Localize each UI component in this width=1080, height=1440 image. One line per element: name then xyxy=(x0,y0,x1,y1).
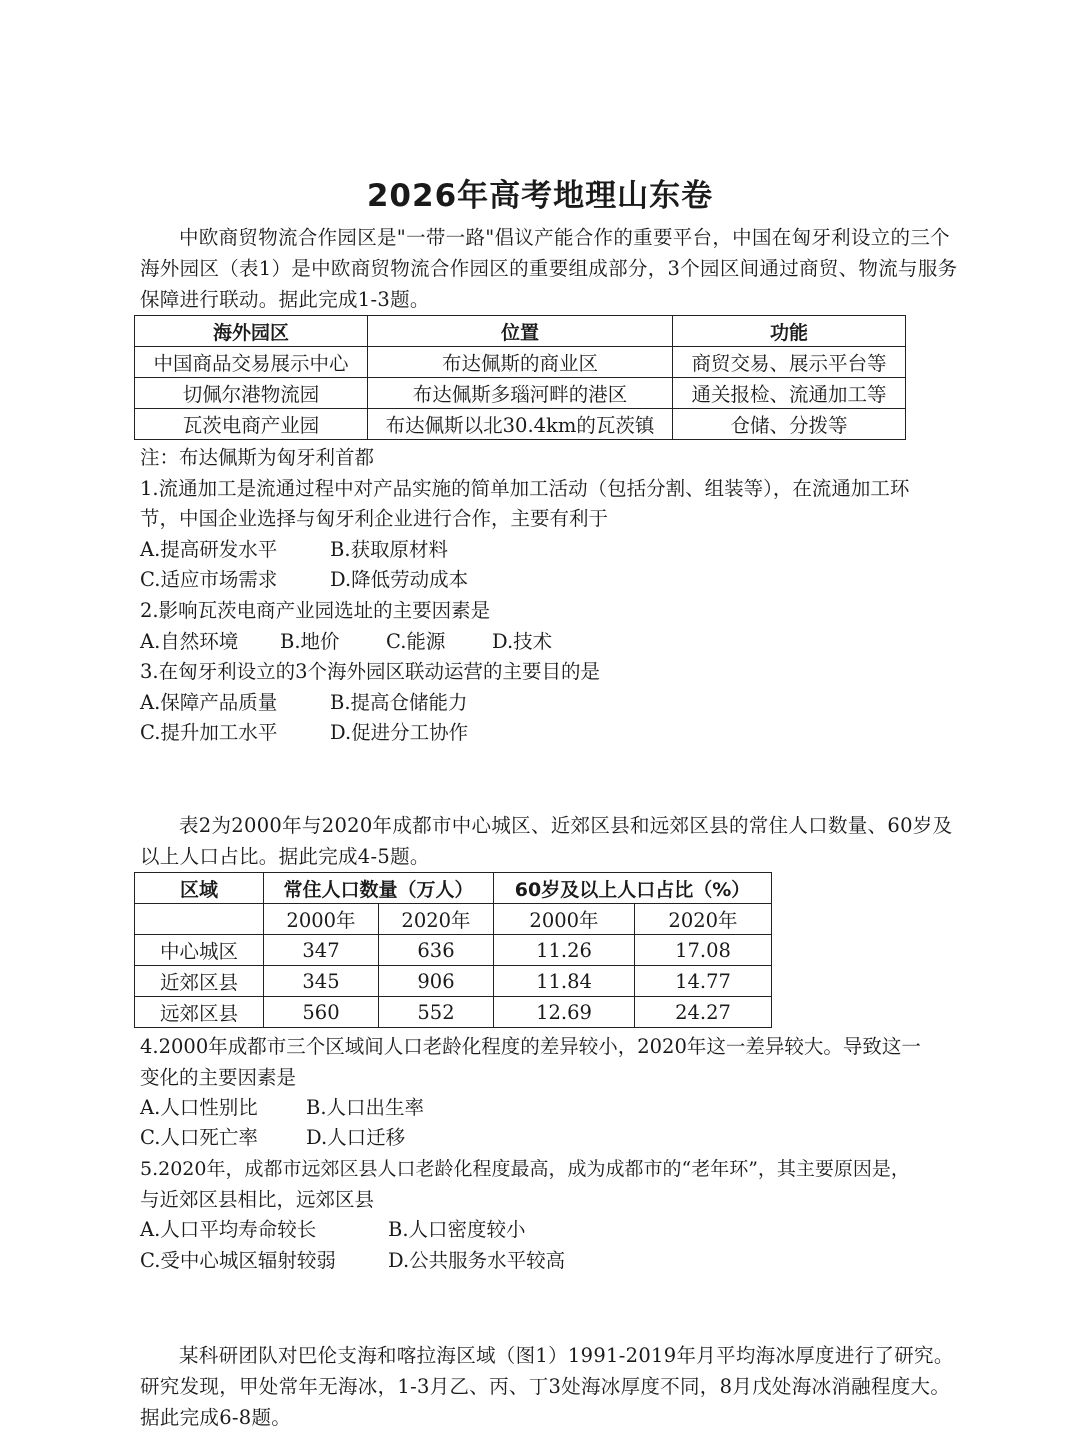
q3-option-b[interactable]: B.提高仓储能力 xyxy=(330,691,468,714)
table-year: 2020年 xyxy=(379,904,494,935)
q3-option-a[interactable]: A.保障产品质量 xyxy=(140,691,278,714)
table-cell: 通关报检、流通加工等 xyxy=(673,378,906,409)
q5-option-d[interactable]: D.公共服务水平较高 xyxy=(388,1249,566,1272)
table-header: 位置 xyxy=(368,316,673,347)
page-title: 2026年高考地理山东卷 xyxy=(366,178,714,214)
table-cell: 636 xyxy=(379,935,494,966)
table-cell: 552 xyxy=(379,997,494,1028)
table-cell: 347 xyxy=(264,935,379,966)
q2-option-b[interactable]: B.地价 xyxy=(280,630,340,653)
q5-option-c[interactable]: C.受中心城区辐射较弱 xyxy=(140,1249,336,1272)
table-cell: 布达佩斯的商业区 xyxy=(368,347,673,378)
table-header-aged: 60岁及以上人口占比（%） xyxy=(494,873,772,904)
table-cell xyxy=(135,904,264,935)
q2-option-d[interactable]: D.技术 xyxy=(492,630,553,653)
q4-option-d[interactable]: D.人口迁移 xyxy=(306,1126,406,1149)
table-header-population: 常住人口数量（万人） xyxy=(264,873,494,904)
q2-options xyxy=(140,627,552,657)
table-cell: 仓储、分拨等 xyxy=(673,409,906,440)
table-row xyxy=(135,966,772,997)
table-year: 2020年 xyxy=(635,904,772,935)
q4-stem-line1: 4.2000年成都市三个区域间人口老龄化程度的差异较小，2020年这一差异较大。导致这一 xyxy=(140,1035,921,1058)
q1-stem-line2: 节，中国企业选择与匈牙利企业进行合作，主要有利于 xyxy=(140,507,609,530)
q4-option-b[interactable]: B.人口出生率 xyxy=(306,1096,425,1119)
q1-options-row2 xyxy=(140,565,468,595)
section3-intro: 某科研团队对巴伦支海和喀拉海区域（图1）1991-2019年月平均海冰厚度进行了研究。研究发现，甲处常年无海冰，1-3月乙、丙、丁3处海冰厚度不同，8月戊处海冰消融程度大。据此完成6-8题。 xyxy=(140,1344,954,1429)
table-cell: 布达佩斯多瑙河畔的港区 xyxy=(368,378,673,409)
q1-option-a[interactable]: A.提高研发水平 xyxy=(140,538,278,561)
section2-intro: 表2为2000年与2020年成都市中心城区、近郊区县和远郊区县的常住人口数量、60岁及以上人口占比。据此完成4-5题。 xyxy=(140,814,953,868)
table-row xyxy=(135,347,906,378)
q4-options-row1 xyxy=(140,1093,424,1123)
park-table xyxy=(134,315,906,440)
q3-option-d[interactable]: D.促进分工协作 xyxy=(330,721,469,744)
table-cell: 近郊区县 xyxy=(135,966,264,997)
q1-option-c[interactable]: C.适应市场需求 xyxy=(140,568,278,591)
table-cell: 14.77 xyxy=(635,966,772,997)
q5-options-row2 xyxy=(140,1246,565,1276)
table-cell: 商贸交易、展示平台等 xyxy=(673,347,906,378)
q4-option-a[interactable]: A.人口性别比 xyxy=(140,1096,258,1119)
table-cell: 345 xyxy=(264,966,379,997)
section1-intro: 中欧商贸物流合作园区是"一带一路"倡议产能合作的重要平台，中国在匈牙利设立的三个海外园区（表1）是中欧商贸物流合作园区的重要组成部分，3个园区间通过商贸、物流与服务保障进行联动。据此完成1-3题。 xyxy=(140,226,958,311)
q3-stem: 3.在匈牙利设立的3个海外园区联动运营的主要目的是 xyxy=(140,660,601,683)
table-cell: 560 xyxy=(264,997,379,1028)
table-cell: 11.84 xyxy=(494,966,635,997)
table-cell: 切佩尔港物流园 xyxy=(135,378,368,409)
table-cell: 12.69 xyxy=(494,997,635,1028)
q4-option-c[interactable]: C.人口死亡率 xyxy=(140,1126,258,1149)
table-cell: 远郊区县 xyxy=(135,997,264,1028)
table-header-region: 区域 xyxy=(135,873,264,904)
q4-stem-line2: 变化的主要因素是 xyxy=(140,1066,297,1089)
table-row xyxy=(135,997,772,1028)
q5-option-b[interactable]: B.人口密度较小 xyxy=(388,1218,526,1241)
q2-option-c[interactable]: C.能源 xyxy=(386,630,446,653)
q2-option-a[interactable]: A.自然环境 xyxy=(140,630,239,653)
q3-options-row2 xyxy=(140,718,468,748)
q4-options-row2 xyxy=(140,1123,405,1153)
table-row xyxy=(135,409,906,440)
table-cell: 中国商品交易展示中心 xyxy=(135,347,368,378)
population-table xyxy=(134,872,772,1028)
table-row xyxy=(135,935,772,966)
table-year: 2000年 xyxy=(264,904,379,935)
q5-options-row1 xyxy=(140,1215,526,1245)
q5-option-a[interactable]: A.人口平均寿命较长 xyxy=(140,1218,317,1241)
table-year: 2000年 xyxy=(494,904,635,935)
table-cell: 24.27 xyxy=(635,997,772,1028)
table-header: 海外园区 xyxy=(135,316,368,347)
table-header: 功能 xyxy=(673,316,906,347)
q3-options-row1 xyxy=(140,688,468,718)
table-cell: 906 xyxy=(379,966,494,997)
q1-option-d[interactable]: D.降低劳动成本 xyxy=(330,568,469,591)
table-cell: 瓦茨电商产业园 xyxy=(135,409,368,440)
q5-stem-line1: 5.2020年，成都市远郊区县人口老龄化程度最高，成为成都市的“老年环”，其主要原因是， xyxy=(140,1158,910,1180)
q5-stem-line2: 与近郊区县相比，远郊区县 xyxy=(140,1188,375,1211)
q1-options-row1 xyxy=(140,535,448,565)
table-cell: 17.08 xyxy=(635,935,772,966)
table-row xyxy=(135,378,906,409)
table-cell: 11.26 xyxy=(494,935,635,966)
table-cell: 布达佩斯以北30.4km的瓦茨镇 xyxy=(368,409,673,440)
table-cell: 中心城区 xyxy=(135,935,264,966)
q2-stem: 2.影响瓦茨电商产业园选址的主要因素是 xyxy=(140,599,491,622)
q3-option-c[interactable]: C.提升加工水平 xyxy=(140,721,278,744)
q1-stem-line1: 1.流通加工是流通过程中对产品实施的简单加工活动（包括分割、组装等），在流通加工环 xyxy=(140,477,910,500)
q1-option-b[interactable]: B.获取原材料 xyxy=(330,538,449,561)
table-note: 注：布达佩斯为匈牙利首都 xyxy=(140,446,375,469)
